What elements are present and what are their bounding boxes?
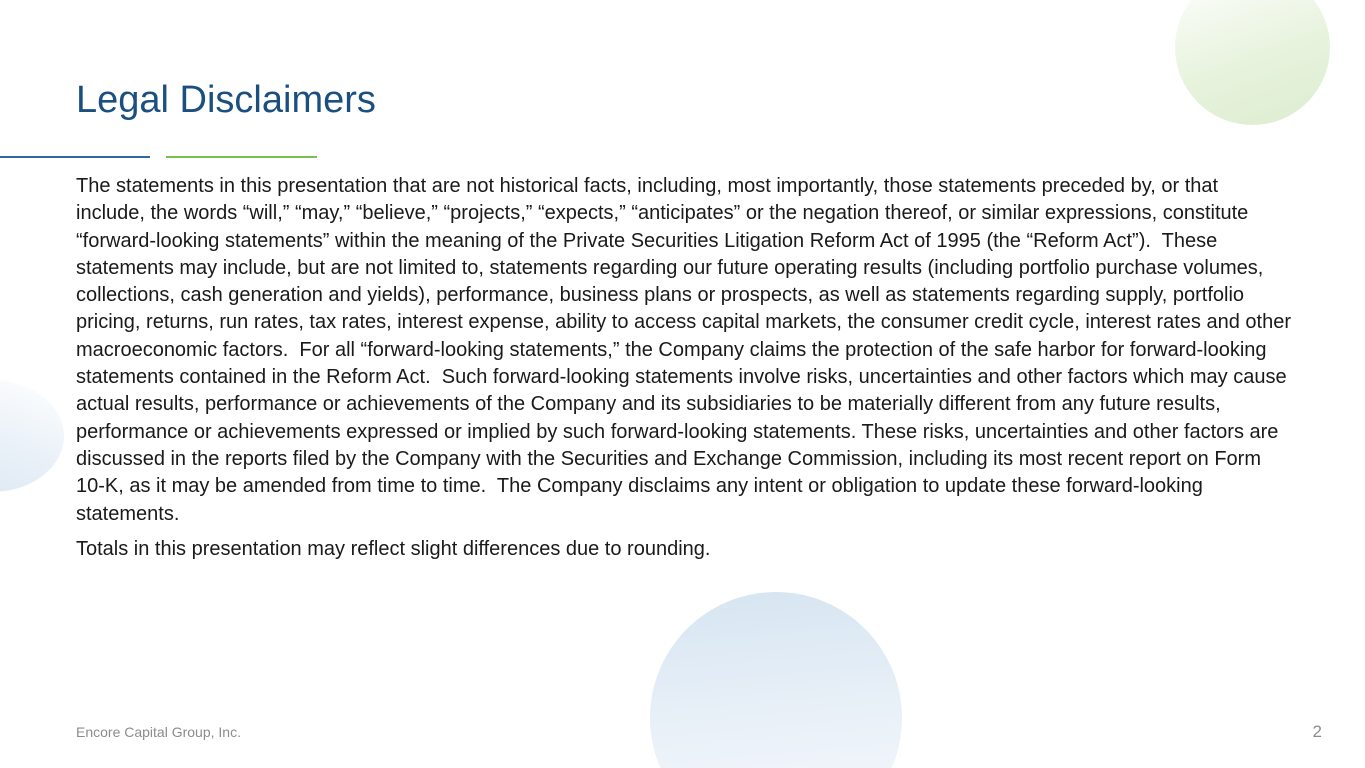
rounding-note: Totals in this presentation may reflect slight differences due to rounding.: [76, 537, 711, 560]
decorative-circle-bottom: [650, 592, 902, 768]
title-underline-green: [166, 156, 317, 158]
disclaimer-body: [76, 173, 1291, 571]
decorative-circle-left: [0, 380, 64, 492]
footer-company-name: Encore Capital Group, Inc.: [76, 724, 241, 740]
disclaimer-paragraph: The statements in this presentation that are not historical facts, including, most importantly, those statements preceded by, or that include, the words “will,” “may,” “believe,” “projects,” “expects,” “anticipates” or the negation thereof, or similar expressions, constitute “forward-looking statements” within the meaning of the Private Securities Litigation Reform Act of 1995 (the “Reform Act”). These statements may include, but are not limited to, statements regarding our future operating results (including portfolio purchase volumes, collections, cash generation and yields), performance, business plans or prospects, as well as statements regarding supply, portfolio pricing, returns, run rates, tax rates, interest expense, ability to access capital markets, the consumer credit cycle, interest rates and other macroeconomic factors. For all “forward-looking statements,” the Company claims the protection of the safe harbor for forward-looking statements contained in the Reform Act. Such forward-looking statements involve risks, uncertainties and other factors which may cause actual results, performance or achievements of the Company and its subsidiaries to be materially different from any future results, performance or achievements expressed or implied by such forward-looking statements. These risks, uncertainties and other factors are discussed in the reports filed by the Company with the Securities and Exchange Commission, including its most recent report on Form 10-K, as it may be amended from time to time. The Company disclaims any intent or obligation to update these forward-looking statements.: [76, 175, 1291, 525]
decorative-circle-top-right: [1175, 0, 1330, 125]
title-underline-blue: [0, 156, 150, 158]
slide-title: Legal Disclaimers: [76, 79, 376, 121]
page-number: 2: [1312, 722, 1322, 741]
